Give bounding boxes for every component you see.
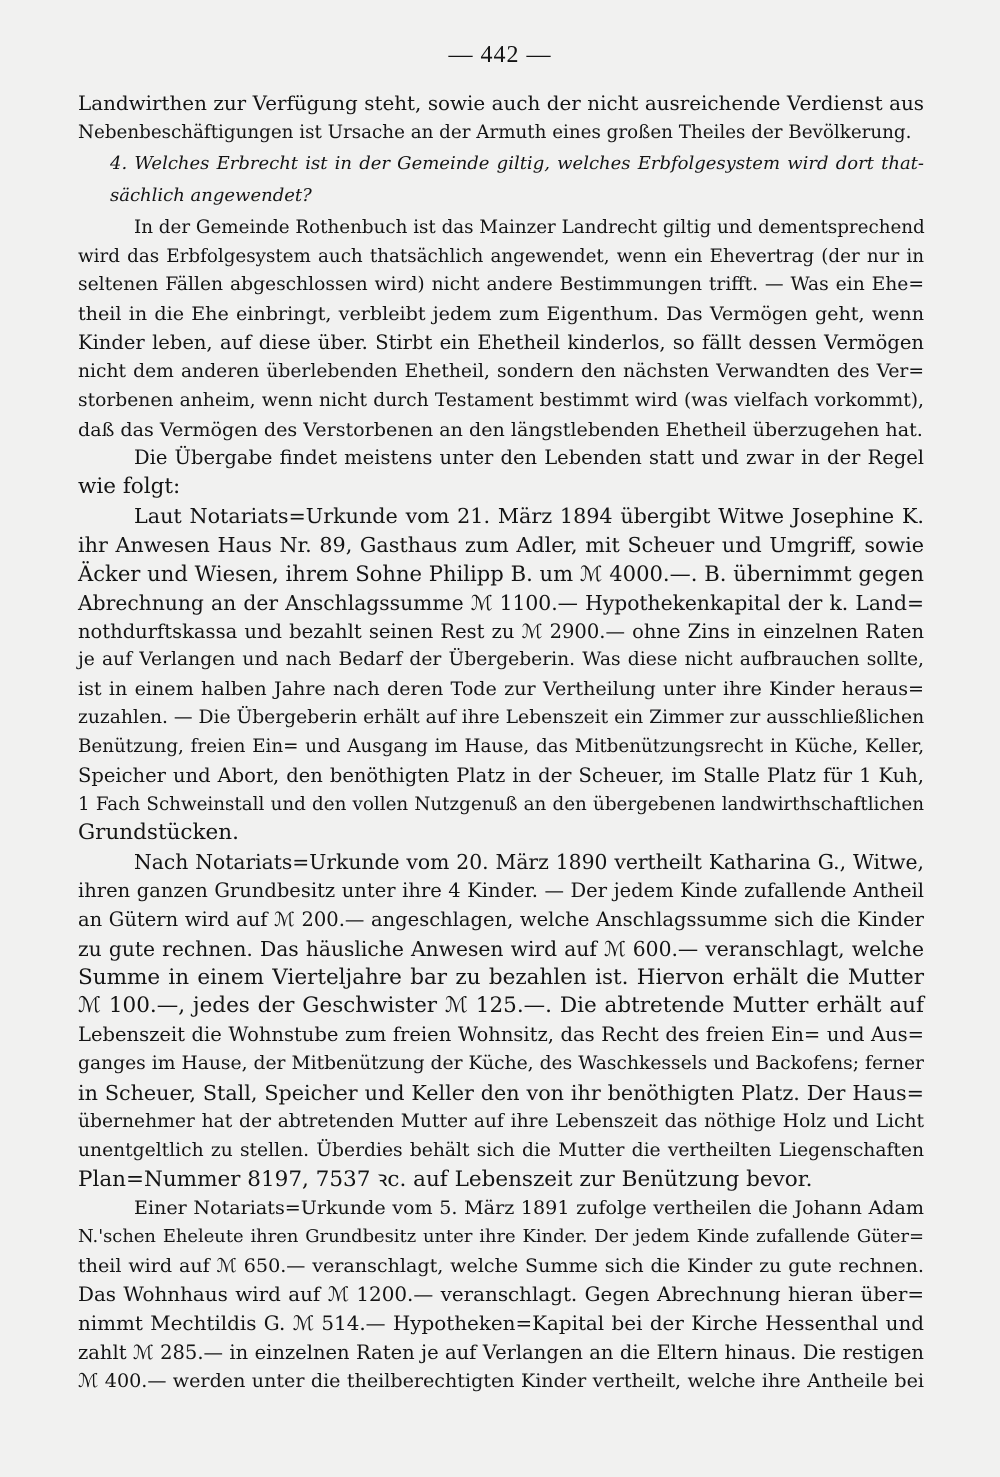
- text-line: Nach Notariats=Urkunde vom 20. März 1890 vertheilt Katharina G., Witwe,: [134, 850, 924, 875]
- text-line: Lebenszeit die Wohnstube zum freien Wohnsitz, das Recht des freien Ein= und Aus=: [78, 1023, 924, 1047]
- text-line: wird das Erbfolgesystem auch thatsächlich angewendet, wenn ein Ehevertrag (der nur in: [78, 245, 924, 267]
- text-line: seltenen Fällen abgeschlossen wird) nicht andere Bestimmungen trifft. — Was ein Ehe=: [78, 274, 924, 296]
- text-line: Laut Notariats=Urkunde vom 21. März 1894 übergibt Witwe Josephine K.: [134, 504, 924, 529]
- text-line: Einer Notariats=Urkunde vom 5. März 1891 zufolge vertheilen die Johann Adam: [134, 1196, 924, 1220]
- text-line: Grundstücken.: [78, 820, 239, 846]
- page-body: [78, 90, 924, 1396]
- text-line: unentgeltlich zu stellen. Überdies behält sich die Mutter die vertheilten Liegenschaften: [78, 1139, 924, 1161]
- text-line: storbenen anheim, wenn nicht durch Testament bestimmt wird (was vielfach vorkommt),: [78, 389, 924, 411]
- text-line: in Scheuer, Stall, Speicher und Keller den von ihr benöthigten Platz. Der Haus=: [78, 1081, 924, 1105]
- text-line: wie folgt:: [78, 474, 181, 500]
- text-line: nothdurftskassa und bezahlt seinen Rest zu ℳ 2900.— ohne Zins in einzelnen Raten: [78, 619, 924, 643]
- text-line: Das Wohnhaus wird auf ℳ 1200.— veranschlagt. Gegen Abrechnung hieran über=: [78, 1282, 924, 1306]
- text-line: an Gütern wird auf ℳ 200.— angeschlagen, welche Anschlagssumme sich die Kinder: [78, 907, 924, 931]
- paragraph: [78, 848, 924, 1194]
- text-line: Summe in einem Vierteljahre bar zu bezahlen ist. Hiervon erhält die Mutter: [78, 964, 924, 990]
- text-line: Speicher und Abort, den benöthigten Platz in der Scheuer, im Stalle Platz für 1 Kuh,: [78, 763, 924, 787]
- paragraph: [78, 90, 924, 148]
- text-line: 1 Fach Schweinstall und den vollen Nutzgenuß an den übergebenen landwirthschaftlichen: [78, 793, 924, 815]
- text-line: ihren ganzen Grundbesitz unter ihre 4 Kinder. — Der jedem Kinde zufallende Antheil: [78, 879, 924, 903]
- text-line: N.'schen Eheleute ihren Grundbesitz unter ihre Kinder. Der jedem Kinde zufallende Güter=: [78, 1226, 924, 1248]
- text-line: Kinder leben, auf diese über. Stirbt ein Ehetheil kinderlos, so fällt dessen Vermögen: [78, 331, 924, 355]
- text-line: Abrechnung an der Anschlagssumme ℳ 1100.— Hypothekenkapital der k. Land=: [78, 590, 924, 615]
- text-line: Nebenbeschäftigungen ist Ursache an der Armuth eines großen Theiles der Bevölkerung.: [78, 121, 912, 143]
- text-line: übernehmer hat der abtretenden Mutter auf ihre Lebenszeit das nöthige Holz und Licht: [78, 1110, 924, 1132]
- text-line: Benützung, freien Ein= und Ausgang im Hause, das Mitbenützungsrecht in Küche, Keller,: [78, 735, 924, 757]
- text-line: ℳ 400.— werden unter die theilberechtigten Kinder vertheilt, welche ihre Antheile bei: [78, 1369, 924, 1393]
- text-line: je auf Verlangen und nach Bedarf der Übergeberin. Was diese nicht aufbrauchen sollte,: [78, 649, 924, 671]
- text-line: ganges im Hause, der Mitbenützung der Küche, des Waschkessels und Backofens; ferner: [78, 1053, 924, 1075]
- text-line: daß das Vermögen des Verstorbenen an den längstlebenden Ehetheil überzugehen hat.: [78, 417, 923, 441]
- text-line: Äcker und Wiesen, ihrem Sohne Philipp B. um ℳ 4000.—. B. übernimmt gegen: [78, 560, 924, 586]
- text-line: nicht dem anderen überlebenden Ehetheil, sondern den nächsten Verwandten des Ver=: [78, 360, 924, 382]
- text-line: zahlt ℳ 285.— in einzelnen Raten je auf Verlangen an die Eltern hinaus. Die restigen: [78, 1340, 924, 1364]
- paragraph: [78, 214, 924, 445]
- text-line: In der Gemeinde Rothenbuch ist das Mainzer Landrecht giltig und dementsprechend: [134, 216, 925, 238]
- paragraph: [78, 502, 924, 848]
- paragraph: [78, 444, 924, 502]
- text-line: ℳ 100.—, jedes der Geschwister ℳ 125.—. Die abtretende Mutter erhält auf: [78, 993, 924, 1019]
- text-line: theil wird auf ℳ 650.— veranschlagt, welche Summe sich die Kinder zu gute rechnen.: [78, 1254, 924, 1278]
- page-number: — 442 —: [448, 42, 552, 68]
- text-line: Landwirthen zur Verfügung steht, sowie auch der nicht ausreichende Verdienst aus: [78, 92, 924, 115]
- text-line: theil in die Ehe einbringt, verbleibt jedem zum Eigenthum. Das Vermögen geht, wenn: [78, 302, 924, 326]
- question-heading: [78, 148, 924, 212]
- text-line: sächlich angewendet?: [110, 184, 312, 206]
- text-line: Plan=Nummer 8197, 7537 ꝛc. auf Lebenszeit zur Benützung bevor.: [78, 1166, 813, 1192]
- text-line: ihr Anwesen Haus Nr. 89, Gasthaus zum Adler, mit Scheuer und Umgriff, sowie: [78, 532, 924, 557]
- text-line: 4. Welches Erbrecht ist in der Gemeinde giltig, welches Erbfolgesystem wird dort that-: [110, 152, 924, 174]
- text-line: nimmt Mechtildis G. ℳ 514.— Hypotheken=Kapital bei der Kirche Hessenthal und: [78, 1311, 924, 1335]
- text-line: zu gute rechnen. Das häusliche Anwesen wird auf ℳ 600.— veranschlagt, welche: [78, 936, 924, 961]
- text-line: zuzahlen. — Die Übergeberin erhält auf ihre Lebenszeit ein Zimmer zur ausschließlichen: [78, 707, 925, 729]
- text-line: ist in einem halben Jahre nach deren Tode zur Vertheilung unter ihre Kinder heraus=: [78, 677, 924, 701]
- paragraph: [78, 1194, 924, 1396]
- text-line: Die Übergabe findet meistens unter den Lebenden statt und zwar in der Regel: [134, 446, 924, 470]
